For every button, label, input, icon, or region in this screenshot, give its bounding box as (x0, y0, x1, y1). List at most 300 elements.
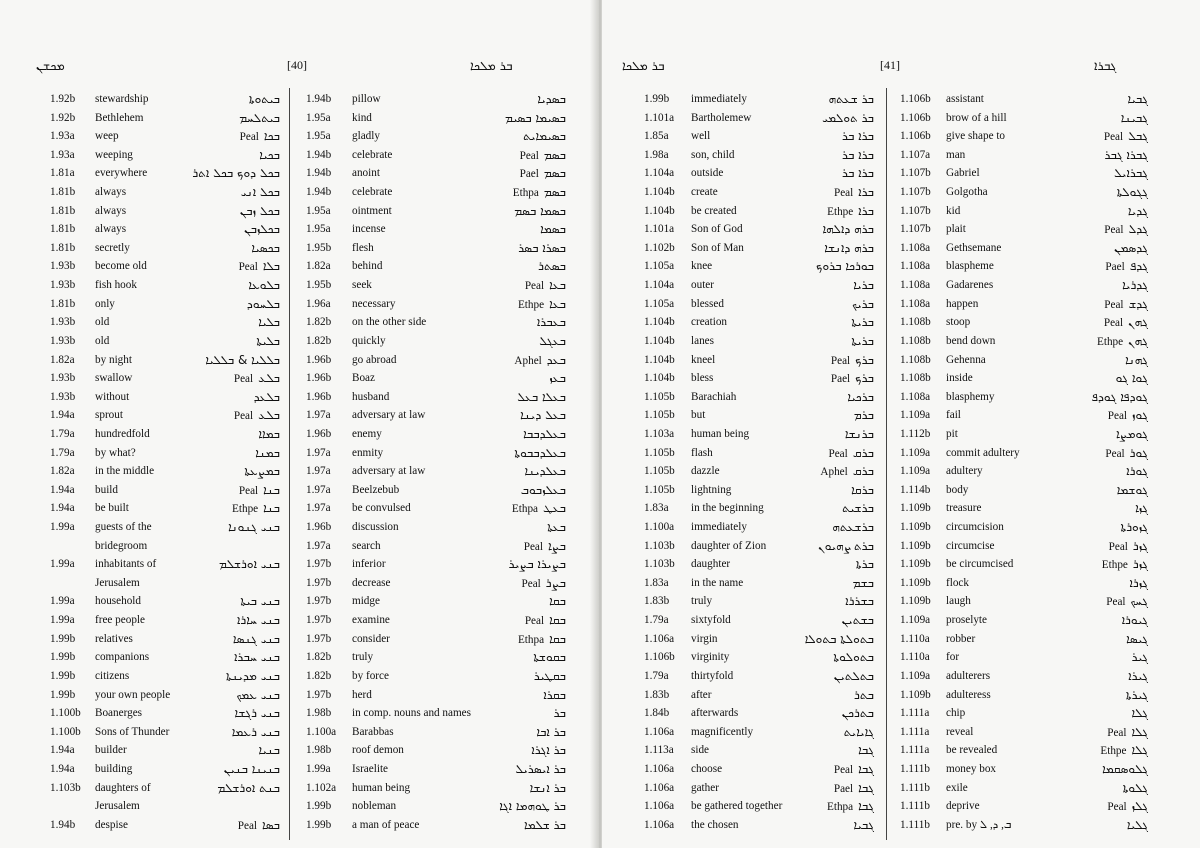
entry-headword (228, 630, 280, 650)
entry-headword (535, 220, 566, 240)
dictionary-entry (900, 667, 1148, 686)
dictionary-entry (900, 723, 1148, 742)
entry-headword (849, 816, 874, 836)
entry-reference: 1.109b (900, 688, 931, 701)
entry-reference: 1.79a (644, 614, 669, 627)
column-divider (886, 88, 887, 840)
entry-reference: 1.94a (50, 483, 75, 496)
dictionary-entry (644, 462, 874, 481)
entry-reference: 1.109b (900, 502, 931, 515)
entry-reference: 1.99b (306, 800, 332, 813)
syriac-word: ܓܝܪܬܐ (1125, 687, 1148, 702)
entry-reference: 1.97a (306, 539, 331, 552)
entry-headword (236, 183, 280, 203)
dictionary-entry (50, 164, 280, 183)
entry-gloss: become old (95, 260, 147, 273)
entry-headword (837, 611, 874, 631)
syriac-word: ܒܥܠ ܕܝܢܐ (520, 408, 566, 423)
syriac-word: ܒܣܐ (262, 817, 280, 832)
entry-headword (253, 313, 280, 333)
entry-gloss: sixtyfold (691, 614, 731, 627)
dictionary-entry (900, 481, 1148, 500)
syriac-word: ܓܘܪ (1129, 445, 1148, 460)
entry-gloss: adversary at law (352, 465, 426, 478)
entry-gloss: always (95, 223, 127, 236)
entry-reference: 1.99a (50, 614, 75, 627)
dictionary-entry (50, 444, 280, 463)
entry-reference: 1.93a (50, 148, 75, 161)
dictionary-entry (900, 741, 1148, 760)
syriac-word: ܒܣܡܐ (540, 222, 566, 237)
verb-stem: Peal (1105, 447, 1125, 460)
syriac-word: ܓܒܐ (858, 799, 874, 814)
entry-headword (212, 779, 280, 799)
entry-headword (514, 351, 566, 371)
entry-reference: 1.108b (900, 372, 931, 385)
syriac-word: ܒܪ ܐܓܪܐ (531, 743, 566, 758)
entry-headword (254, 146, 280, 166)
syriac-word: ܓܗܢܐ (1125, 352, 1148, 367)
syriac-word: ܒܢܬ ܐܘܪܫܠܡ (217, 780, 280, 795)
entry-headword (275, 537, 280, 557)
dictionary-entry (644, 648, 874, 667)
syriac-word: ܒܪ ܫܥܬܗ (828, 92, 874, 106)
page-number-right: [41] (880, 58, 900, 72)
entry-gloss: chip (946, 707, 966, 720)
entry-gloss: blaspheme (946, 260, 994, 273)
verb-stem: Peal (1104, 298, 1124, 311)
syriac-word: ܓܠܐ (1131, 724, 1148, 739)
entry-headword (811, 257, 874, 277)
entry-headword (227, 723, 280, 743)
entry-gloss: well (691, 130, 711, 143)
entry-gloss: but (691, 409, 706, 422)
entry-headword (831, 369, 874, 389)
dictionary-entry (900, 425, 1148, 444)
entry-headword (1097, 332, 1148, 352)
verb-stem: Ethpe (1097, 335, 1124, 348)
dictionary-entry (306, 239, 566, 258)
entry-gloss: in the middle (95, 465, 155, 478)
syriac-word: ܒܠܝܐ (258, 315, 280, 330)
syriac-word: ܒܥܠܐ ܒܥܠ (517, 389, 566, 404)
entry-headword (849, 686, 874, 706)
verb-stem: Peal (1107, 726, 1127, 739)
entry-gloss: quickly (352, 334, 386, 347)
entry-reference: 1.103b (644, 539, 675, 552)
dictionary-entry (306, 704, 566, 723)
entry-headword (1127, 704, 1149, 724)
entry-gloss: decrease (352, 576, 391, 589)
dictionary-entry (900, 648, 1148, 667)
entry-reference: 1.103b (644, 558, 675, 571)
verb-stem: Ethpe (827, 205, 854, 218)
entry-headword (824, 90, 874, 110)
verb-stem: Aphel (514, 354, 542, 367)
syriac-word: ܒܟܐ (263, 129, 280, 144)
entry-headword (251, 332, 280, 352)
entry-gloss: Golgotha (946, 186, 988, 199)
entry-reference: 1.111a (900, 707, 930, 720)
running-head-right: ܓܒܪܐ (1094, 58, 1117, 73)
dictionary-entry (644, 90, 874, 109)
entry-reference: 1.100b (50, 707, 81, 720)
entry-gloss: Boanerges (95, 707, 143, 720)
verb-stem: Peal (524, 280, 545, 293)
entry-headword (246, 239, 280, 259)
entry-reference: 1.83b (644, 595, 670, 608)
entry-headword (837, 704, 874, 724)
entry-reference: 1.93b (50, 334, 76, 347)
entry-reference: 1.93a (50, 130, 75, 143)
entry-gloss: blasphemy (946, 390, 995, 403)
dictionary-entry (306, 648, 566, 667)
entry-gloss: fail (946, 409, 961, 422)
syriac-word: ܓܕܦ (1129, 259, 1148, 274)
dictionary-entry (644, 611, 874, 630)
syriac-word: ܓܝܘܪܐ (1121, 613, 1148, 628)
entry-reference: 1.97a (306, 465, 331, 478)
syriac-word: ܒܟܝܐ (259, 147, 280, 162)
entry-reference: 1.95b (306, 279, 332, 292)
syriac-word: ܒܬܘܠܬܐ ܒܬܘܠܐ (804, 631, 874, 646)
entry-headword (1107, 723, 1148, 743)
dictionary-entry (50, 555, 280, 574)
syriac-word: ܒܬܪܟܢ (841, 706, 874, 721)
verb-stem: Ethpa (511, 503, 539, 516)
syriac-word: ܒܫܬܝܢ (841, 613, 874, 628)
entry-headword (510, 760, 566, 780)
dictionary-entry (50, 499, 280, 518)
entry-gloss: after (691, 688, 712, 701)
entry-headword (1109, 164, 1148, 184)
entry-headword (524, 537, 566, 557)
dictionary-entry (900, 406, 1148, 425)
syriac-word: ܓܒܪܐ ܓܒܪ (1104, 147, 1148, 162)
verb-stem: Ethpa (517, 633, 545, 646)
entry-gloss: inhabitants of (95, 558, 157, 571)
entry-reference: 1.82a (306, 260, 331, 273)
running-head-left: ܒܪ ܡܠܟܐ (622, 58, 665, 73)
entry-gloss: Barachiah (691, 390, 737, 403)
entry-headword (840, 592, 874, 612)
syriac-word: ܓܓܘܠܬܐ (1116, 185, 1148, 200)
syriac-word: ܓܙܪܐ (1129, 575, 1148, 590)
entry-headword (837, 127, 874, 147)
entry-headword (532, 313, 566, 333)
entry-headword (1120, 351, 1148, 371)
entry-gloss: stoop (946, 316, 971, 329)
dictionary-entry (306, 499, 566, 518)
dictionary-entry (50, 146, 280, 165)
entry-headword (1125, 574, 1148, 594)
verb-stem: Peal (519, 149, 539, 162)
verb-stem: Ethpe (1101, 559, 1128, 572)
entry-gloss: in comp. nouns and names (352, 707, 472, 720)
entry-headword (1112, 481, 1148, 501)
syriac-word: ܓܠܘܣܩܡܐ (1102, 761, 1148, 776)
verb-stem: Peal (238, 484, 259, 497)
entry-reference: 1.109a (900, 669, 931, 682)
entry-gloss: blessed (691, 297, 724, 310)
entry-gloss: brow of a hill (946, 111, 1007, 124)
entry-column (306, 90, 566, 834)
syriac-word: ܒܩܛܝܪ (533, 668, 566, 683)
entry-gloss: the chosen (691, 818, 739, 831)
entry-gloss: household (95, 595, 141, 608)
entry-gloss: daughter (691, 558, 731, 571)
entry-reference: 1.106a (644, 800, 675, 813)
entry-reference: 1.94a (50, 409, 75, 422)
dictionary-entry (900, 276, 1148, 295)
entry-gloss: Israelite (352, 762, 389, 775)
verb-stem: Aphel (820, 466, 848, 479)
syriac-word: ܒܨܪ (545, 575, 566, 590)
dictionary-entry (50, 537, 280, 556)
page-number-left: [40] (287, 58, 307, 72)
dictionary-entry (306, 313, 566, 332)
syriac-word: ܒܟܠ ܙܒܢ (239, 203, 280, 218)
entry-gloss: celebrate (352, 148, 393, 161)
dictionary-entry (306, 444, 566, 463)
dictionary-entry (50, 704, 280, 723)
dictionary-entry (644, 723, 874, 742)
syriac-word: ܒܡܨܥܬܐ (244, 464, 280, 479)
dictionary-entry (900, 816, 1148, 835)
entry-gloss: circumcise (946, 539, 995, 552)
entry-headword (250, 444, 280, 464)
entry-reference: 1.107b (900, 223, 931, 236)
entry-gloss: adversary at law (352, 409, 426, 422)
entry-reference: 1.83a (644, 576, 669, 589)
dictionary-entry (306, 425, 566, 444)
entry-headword (516, 481, 566, 501)
syriac-word: ܒܢܝ ܓܢܘܢܐ (228, 520, 280, 535)
entry-gloss: body (946, 483, 969, 496)
syriac-word: ܒܪܫܥܬܗ (832, 520, 874, 535)
entry-reference: 1.108b (900, 334, 931, 347)
dictionary-entry (900, 444, 1148, 463)
entry-reference: 1.108a (900, 390, 931, 403)
dictionary-entry (306, 388, 566, 407)
entry-gloss: husband (352, 390, 390, 403)
entry-headword (187, 164, 280, 184)
syriac-word: ܒܪܬܐ (855, 557, 874, 572)
entry-gloss: pre. by ܒ, ܕ, ܠ (946, 818, 1012, 831)
entry-gloss: assistant (946, 93, 984, 105)
entry-reference: 1.110a (900, 632, 930, 645)
entry-gloss: be circumcised (946, 558, 1014, 571)
verb-stem: Peal (828, 447, 848, 460)
dictionary-entry (50, 741, 280, 760)
entry-gloss: weep (95, 130, 119, 143)
entry-headword (1116, 109, 1148, 129)
dictionary-entry (306, 537, 566, 556)
entry-reference: 1.106a (644, 725, 675, 738)
dictionary-entry (50, 239, 280, 258)
left-page (0, 0, 598, 848)
entry-gloss: by force (352, 669, 389, 682)
dictionary-entry (306, 779, 566, 798)
dictionary-entry (306, 611, 566, 630)
entry-gloss: ointment (352, 204, 392, 217)
syriac-word: ܓܕܝܐ (1127, 203, 1148, 218)
entry-headword (518, 630, 566, 650)
entry-gloss: Son of God (691, 223, 743, 236)
dictionary-entry (900, 462, 1148, 481)
dictionary-entry (50, 816, 280, 835)
syriac-word: ܒܣܝܡܐ ܒܣܝܡ (504, 110, 566, 125)
entry-gloss: Gabriel (946, 167, 980, 180)
entry-gloss: by what? (95, 446, 136, 459)
verb-stem: Peal (833, 763, 854, 776)
syriac-word: ܓܘܡܨܐ (1115, 426, 1148, 441)
entry-reference: 1.100a (306, 725, 337, 738)
entry-headword (834, 183, 874, 203)
entry-gloss: son, child (691, 148, 735, 161)
entry-headword (504, 555, 566, 575)
entry-reference: 1.98a (644, 148, 669, 161)
entry-gloss: consider (352, 632, 390, 645)
dictionary-entry (644, 704, 874, 723)
entry-headword (532, 90, 566, 110)
entry-headword (235, 592, 280, 612)
entry-reference: 1.106a (644, 632, 675, 645)
syriac-word: ܓܕܠ (1128, 222, 1148, 237)
entry-gloss: a man of peace (352, 818, 420, 831)
entry-gloss: Gehenna (946, 353, 986, 366)
syriac-word: ܒܢܐ (263, 482, 280, 497)
entry-reference: 1.99a (306, 762, 331, 775)
entry-reference: 1.94a (50, 744, 75, 757)
syriac-word: ܒܠܘܥܐ (248, 278, 280, 293)
syriac-word: ܒܪ ܫܠܡܐ (524, 817, 566, 832)
entry-headword (242, 295, 280, 315)
entry-reference: 1.104a (644, 279, 675, 292)
verb-stem: Peal (239, 131, 259, 144)
syriac-word: ܓܙܪ (1132, 538, 1148, 553)
entry-headword (1112, 183, 1148, 203)
entry-reference: 1.108b (900, 316, 931, 329)
entry-reference: 1.96a (306, 297, 331, 310)
entry-reference: 1.104b (644, 353, 675, 366)
entry-headword (1106, 592, 1148, 612)
syriac-word: ܓܙܘܪܬܐ (1120, 520, 1148, 535)
syriac-word: ܒܪܩ (852, 464, 874, 479)
entry-headword (834, 779, 874, 799)
entry-reference: 1.82b (306, 334, 332, 347)
dictionary-entry (644, 425, 874, 444)
syriac-word: ܒܡܐܐ (258, 426, 280, 441)
entry-headword (1102, 555, 1148, 575)
dictionary-entry (644, 537, 874, 556)
dictionary-entry (644, 741, 874, 760)
entry-headword (525, 611, 566, 631)
verb-stem: Peal (1103, 317, 1124, 330)
entry-reference: 1.99b (50, 651, 76, 664)
entry-reference: 1.95b (306, 241, 332, 254)
entry-reference: 1.103b (50, 781, 81, 794)
verb-stem: Ethpe (232, 503, 259, 516)
entry-gloss: stewardship (95, 93, 149, 105)
entry-reference: 1.105a (644, 297, 675, 310)
syriac-word: ܓܕܫ (1128, 296, 1148, 311)
entry-gloss: enemy (352, 427, 382, 440)
verb-stem: Pael (1105, 261, 1125, 274)
entry-reference: 1.99b (50, 688, 76, 701)
syriac-word: ܒܥܙ (549, 371, 566, 386)
dictionary-entry (306, 760, 566, 779)
entry-gloss: exile (946, 781, 968, 794)
syriac-word: ܓܕܣܡܢ (1114, 240, 1148, 255)
entry-gloss: everywhere (95, 167, 148, 180)
dictionary-entry (644, 797, 874, 816)
entry-headword (1118, 779, 1148, 799)
entry-reference: 1.99a (50, 521, 75, 534)
entry-headword (1105, 444, 1148, 464)
dictionary-entry (644, 239, 874, 258)
entry-reference: 1.109a (900, 465, 931, 478)
verb-stem: Peal (1103, 131, 1124, 144)
dictionary-entry (306, 574, 566, 593)
syriac-word: ܒܪܐ (858, 203, 874, 218)
entry-headword (232, 686, 281, 706)
syriac-word: ܒܢܝܢܐ ܒܢܝܢ (223, 761, 280, 776)
entry-headword (520, 146, 566, 166)
syriac-word: ܒܠܐ (262, 259, 280, 274)
entry-gloss: afterwards (691, 707, 739, 720)
entry-gloss: be revealed (946, 744, 998, 757)
syriac-word: ܒܪ ܐܒܐ (536, 724, 566, 739)
dictionary-entry (900, 592, 1148, 611)
entry-headword (520, 164, 566, 184)
syriac-word: ܓܒܪܐܝܠ (1114, 166, 1148, 181)
entry-gloss: proselyte (946, 614, 988, 627)
dictionary-entry (50, 90, 280, 109)
entry-reference: 1.97b (306, 614, 332, 627)
entry-headword (1121, 462, 1148, 482)
entry-reference: 1.97b (306, 576, 332, 589)
entry-reference: 1.95a (306, 111, 331, 124)
dictionary-entry (644, 574, 874, 593)
entry-gloss: virginity (691, 651, 730, 664)
entry-headword (846, 332, 874, 352)
syriac-word: ܒܠܥ (258, 408, 280, 423)
entry-gloss: secretly (95, 241, 130, 254)
entry-headword (234, 109, 280, 129)
dictionary-entry (306, 816, 566, 835)
dictionary-entry (900, 127, 1148, 146)
entry-reference: 1.97b (306, 595, 332, 608)
entry-gloss: truly (691, 595, 713, 608)
right-page (602, 0, 1200, 848)
syriac-word: ܒܣܡܐ ܒܣܡ (514, 203, 566, 218)
entry-gloss: side (691, 744, 710, 757)
entry-headword (1104, 127, 1148, 147)
syriac-word: ܒܬܠܬܝܢ (833, 668, 874, 683)
entry-reference: 1.97b (306, 688, 332, 701)
entry-headword (515, 406, 566, 426)
dictionary-entry (644, 164, 874, 183)
syriac-word: ܒܢܝ ܚܐܪܐ (237, 613, 280, 628)
syriac-word: ܒܥܠܕܝܢܐ (524, 464, 566, 479)
entry-headword (1097, 760, 1148, 780)
entry-gloss: deprive (946, 800, 980, 813)
entry-reference: 1.105b (644, 390, 675, 403)
entry-gloss: be convulsed (352, 502, 411, 515)
entry-headword (840, 425, 874, 445)
entry-gloss: bend down (946, 334, 996, 347)
